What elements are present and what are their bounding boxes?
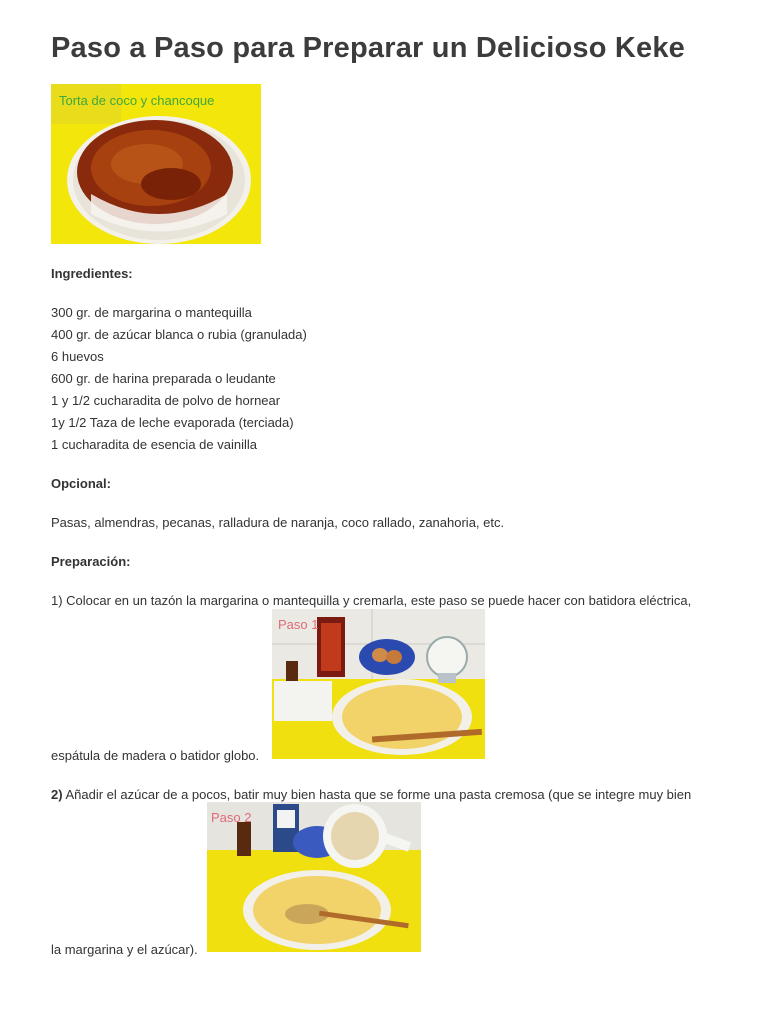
ingredient-item: 600 gr. de harina preparada o leudante xyxy=(51,371,276,386)
preparation-heading: Preparación: xyxy=(51,554,131,569)
ingredients-heading: Ingredientes: xyxy=(51,266,133,281)
optional-text: Pasas, almendras, pecanas, ralladura de naranja, coco rallado, zanahoria, etc. xyxy=(51,515,505,530)
step1-text-start: 1) Colocar en un tazón la margarina o mantequilla y cremarla, este paso se puede hacer con batidora eléctrica, xyxy=(51,593,692,608)
ingredient-item: 300 gr. de margarina o mantequilla xyxy=(51,305,252,320)
step2-text-end: la margarina y el azúcar). xyxy=(51,942,198,957)
ingredient-item: 6 huevos xyxy=(51,349,104,364)
step1-image-caption: Paso 1 xyxy=(278,617,319,632)
ingredient-item: 1 cucharadita de esencia de vainilla xyxy=(51,437,257,452)
step2-image-caption: Paso 2 xyxy=(211,810,252,825)
hero-image-caption: Torta de coco y chancoque xyxy=(59,93,215,108)
hero-cake-image xyxy=(51,84,261,244)
step2-image xyxy=(207,802,421,952)
optional-heading: Opcional: xyxy=(51,476,111,491)
step1-text-end: espátula de madera o batidor globo. xyxy=(51,748,260,763)
step2-text: Añadir el azúcar de a pocos, batir muy bien hasta que se forme una pasta cremosa (que se integre muy bien xyxy=(62,787,692,802)
ingredient-item: 400 gr. de azúcar blanca o rubia (granulada) xyxy=(51,327,307,342)
ingredient-item: 1 y 1/2 cucharadita de polvo de hornear xyxy=(51,393,281,408)
page-title: Paso a Paso para Preparar un Delicioso Keke xyxy=(51,32,685,64)
step1-image xyxy=(272,609,485,759)
step2-text-start xyxy=(51,787,691,803)
ingredient-item: 1y 1/2 Taza de leche evaporada (terciada) xyxy=(51,415,294,430)
step2-number: 2) xyxy=(51,787,63,802)
